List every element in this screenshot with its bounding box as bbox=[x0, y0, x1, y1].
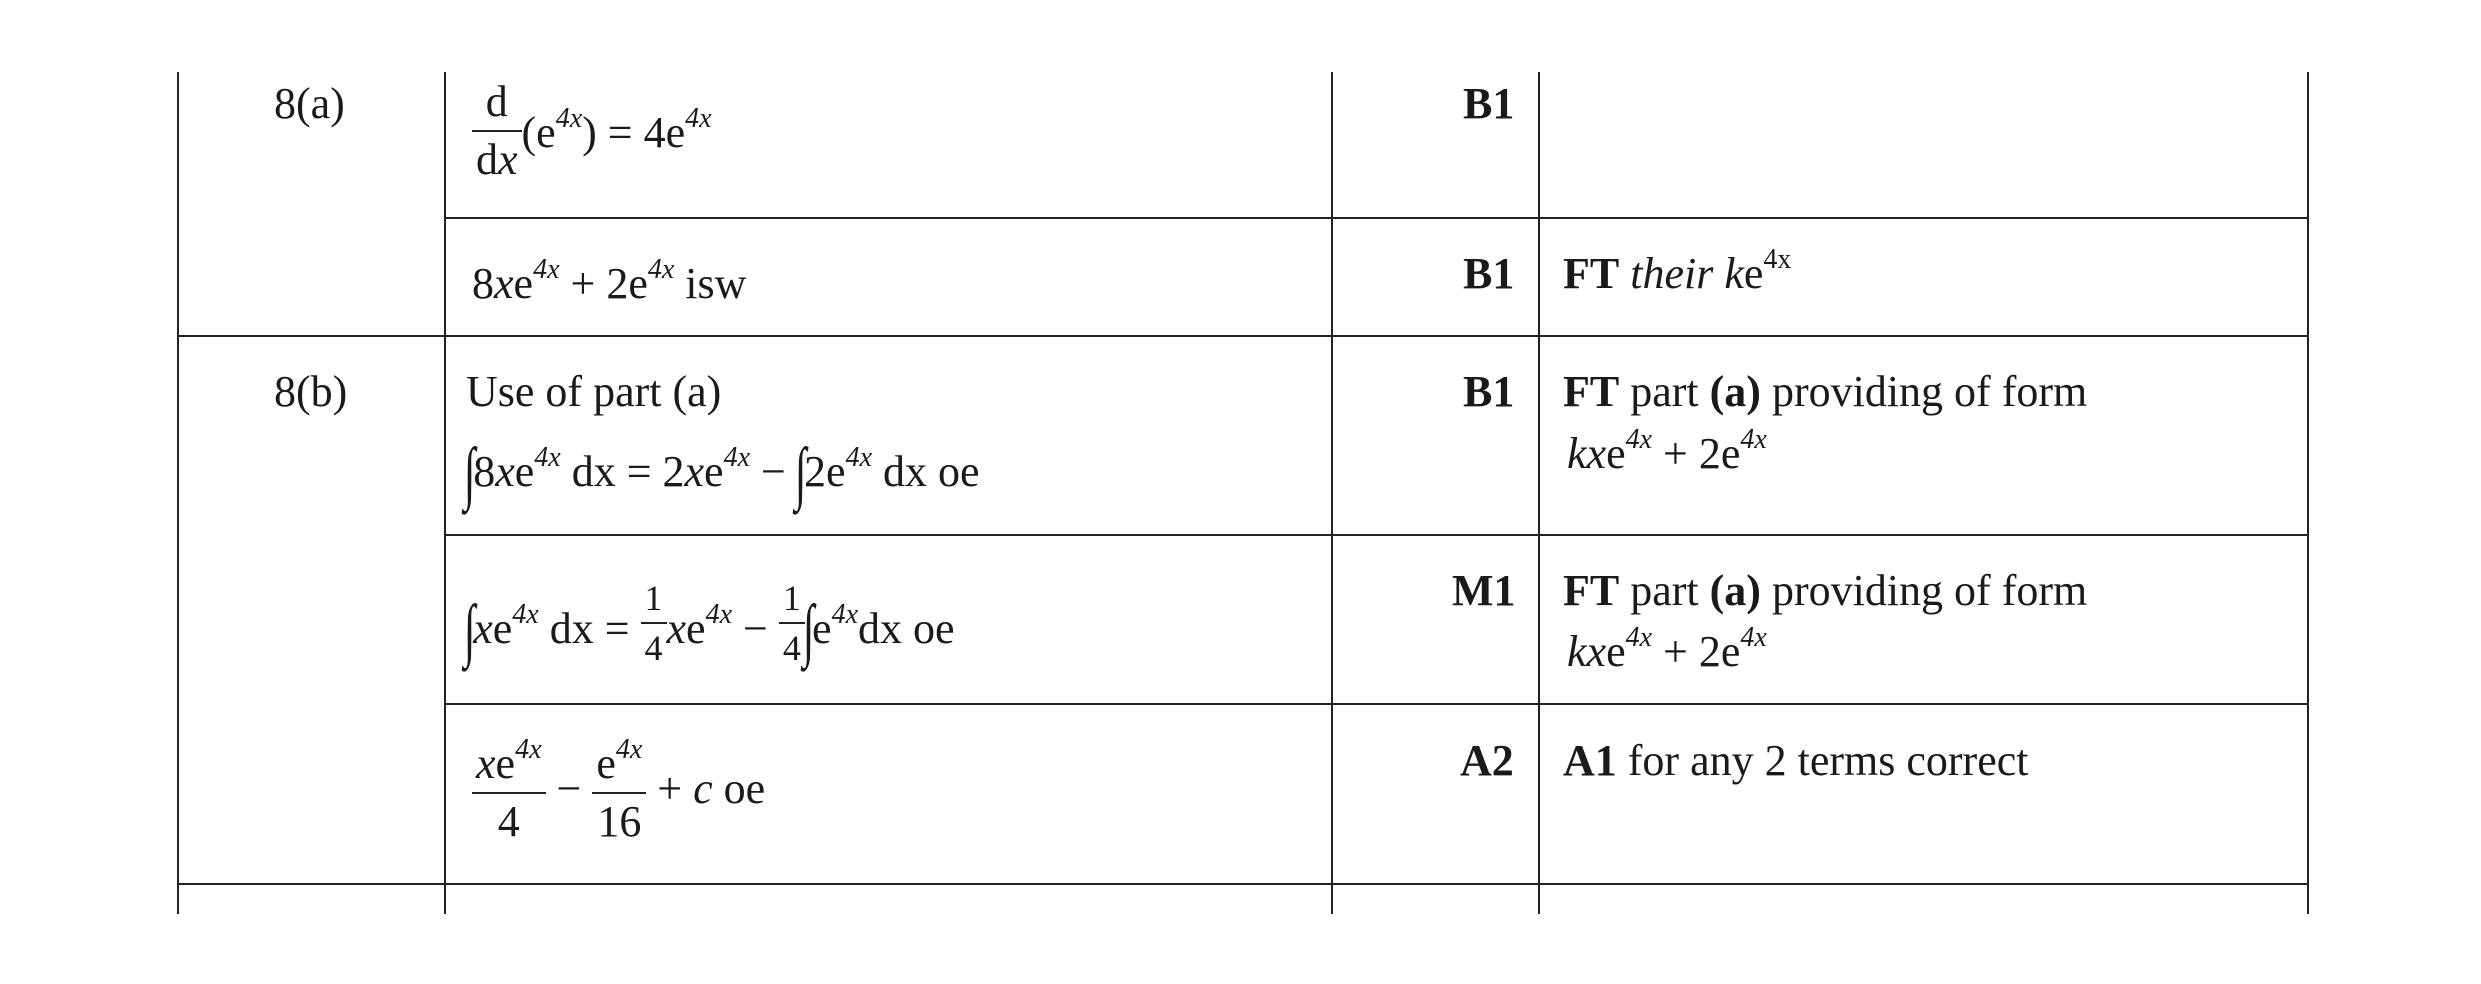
answer-row-4: $\int xe^{4x}$ dx = $\frac{1}{4}$ $xe^{4x}$ − $\frac{1}{4}$ $\int e^{4x}dx$ oe bbox=[463, 578, 955, 670]
col-divider-2 bbox=[1331, 72, 1333, 914]
col-divider-1 bbox=[444, 72, 446, 914]
guidance-row-5: A1 for any 2 terms correct bbox=[1563, 736, 2029, 785]
answer-row-3-line-2: $\int 8xe^{4x}$ dx = $2xe^{4x} - \int 2e^{4x}$ dx oe bbox=[463, 435, 980, 512]
answer-row-3-line-1: Use of part (a) bbox=[466, 367, 722, 416]
guidance-row-3-line-1: FT part (a) providing of form bbox=[1563, 367, 2088, 416]
derivative-fraction: $\frac{d}{dx}$ bbox=[472, 80, 522, 182]
question-label-8b: 8(b) bbox=[274, 367, 348, 416]
mark-m1-row-4: M1 bbox=[1452, 566, 1516, 615]
mark-b1-row-2: B1 bbox=[1463, 249, 1515, 298]
guidance-row-2: FT their $ke^{4x}$ bbox=[1563, 244, 1792, 298]
guidance-row-4-line-1: FT part (a) providing of form bbox=[1563, 566, 2088, 615]
table-right-border bbox=[2307, 72, 2309, 914]
row-divider-5 bbox=[177, 883, 2309, 885]
answer-row-2: $8xe^{4x} + 2e^{4x}$ isw bbox=[472, 254, 747, 308]
row-divider-3 bbox=[444, 534, 2309, 536]
row-divider-2 bbox=[177, 335, 2309, 337]
mark-a2-row-5: A2 bbox=[1460, 736, 1514, 785]
question-label-8a: 8(a) bbox=[274, 79, 345, 128]
answer-row-1: $\frac{d}{dx}$ $(e^{4x}) = 4e^{4x}$ bbox=[472, 86, 712, 188]
mark-b1-row-3: B1 bbox=[1463, 367, 1515, 416]
mark-b1-row-1: B1 bbox=[1463, 79, 1515, 128]
guidance-row-3-line-2: $kxe^{4x} + 2e^{4x}$ bbox=[1567, 424, 1767, 478]
answer-row-5: $\frac{xe^{4x}}{4}$ − $\frac{e^{4x}}{16}$ + c oe bbox=[472, 742, 765, 844]
guidance-row-4-line-2: $kxe^{4x} + 2e^{4x}$ bbox=[1567, 622, 1767, 676]
row-divider-4 bbox=[444, 703, 2309, 705]
table-left-border bbox=[177, 72, 179, 914]
col-divider-3 bbox=[1538, 72, 1540, 914]
row-divider-1 bbox=[444, 217, 2309, 219]
